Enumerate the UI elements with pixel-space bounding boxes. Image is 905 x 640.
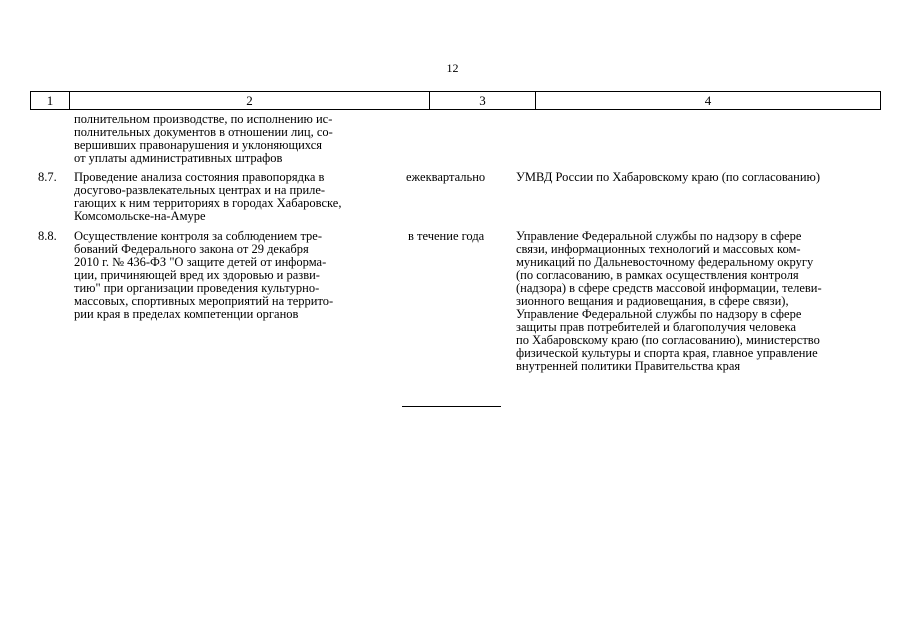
description-line: гающих к ним территориях в городах Хабаровске, [74,196,342,210]
description-line: полнительном производстве, по исполнению ис- [74,112,333,126]
description-line: бований Федерального закона от 29 декабря [74,242,309,256]
responsible-line: внутренней политики Правительства края [516,359,741,373]
description-line: Проведение анализа состояния правопорядка в [74,170,325,184]
header-col-2: 2 [70,92,430,110]
description-line: вершивших правонарушения и уклоняющихся [74,138,322,152]
responsible-line: зионного вещания и радиовещания, в сфере связи), [516,294,789,308]
row-responsible [516,171,820,184]
responsible-line: (по согласованию, в рамках осуществления контроля [516,268,799,282]
responsible-line: УМВД России по Хабаровскому краю (по согласованию) [516,170,821,184]
responsible-line: физической культуры и спорта края, главное управление [516,346,818,360]
row-responsible [516,230,822,373]
responsible-line: защиты прав потребителей и благополучия человека [516,320,797,334]
description-line: Осуществление контроля за соблюдением тре- [74,229,323,243]
row-description [74,171,341,223]
row-number: 8.7. [38,170,57,184]
row-description [74,230,333,321]
responsible-line: муникаций по Дальневосточному федеральному округу [516,255,814,269]
responsible-line: (надзора) в сфере средств массовой информации, телеви- [516,281,822,295]
responsible-line: связи, информационных технологий и массовых ком- [516,242,801,256]
description-line: от уплаты административных штрафов [74,151,283,165]
responsible-line: по Хабаровскому краю (по согласованию), министерство [516,333,820,347]
end-of-document-rule [402,406,501,407]
responsible-line: Управление Федеральной службы по надзору в сфере [516,229,802,243]
header-col-4: 4 [536,92,881,110]
header-col-1: 1 [31,92,70,110]
description-line: массовых, спортивных мероприятий на террито- [74,294,334,308]
row-term: ежеквартально [406,170,486,184]
header-col-3: 3 [430,92,536,110]
page-number: 12 [446,61,459,75]
description-line: досугово-развлекательных центрах и на приле- [74,183,326,197]
description-line: Комсомольске-на-Амуре [74,209,206,223]
description-line: 2010 г. № 436-ФЗ "О защите детей от информа- [74,255,327,269]
row-number: 8.8. [38,229,57,243]
column-number-header [30,91,881,110]
description-line: тию" при организации проведения культурно- [74,281,320,295]
description-line: ции, причиняющей вред их здоровью и разви- [74,268,320,282]
responsible-line: Управление Федеральной службы по надзору в сфере [516,307,802,321]
row-term: в течение года [408,229,485,243]
description-line: полнительных документов в отношении лиц, со- [74,125,333,139]
continuation-description [74,113,333,165]
description-line: рии края в пределах компетенции органов [74,307,299,321]
